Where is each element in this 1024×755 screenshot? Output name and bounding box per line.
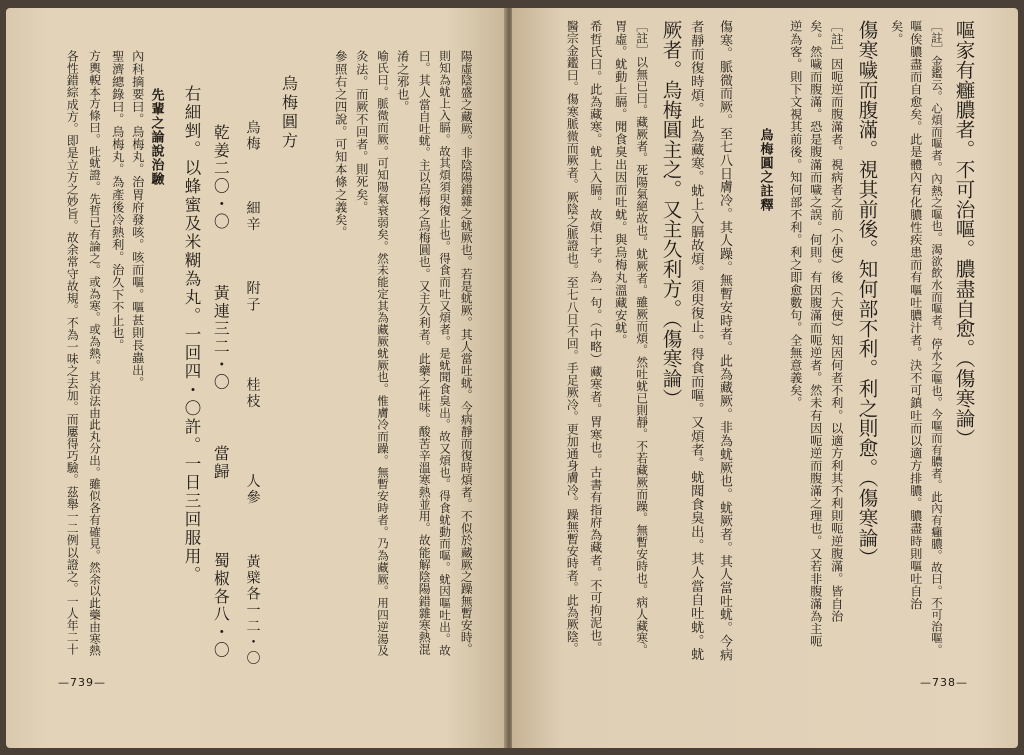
text-column: 乾姜二〇・〇 黃連三二・〇 當歸 蜀椒各八・〇 bbox=[211, 124, 231, 660]
text-column: 者靜而復時煩。此為藏寒。蚘上入膈故煩。須臾復止。得食而嘔。又煩者。蚘聞食臭出。其人當自吐蚘。蚘 bbox=[688, 20, 704, 662]
text-column: ［註］因呃逆而腹滿者。視病者之前（小便）後（大便）知因何者不利。以適方利其不利則呃逆腹滿。皆自治 bbox=[829, 20, 844, 623]
text-column: 傷寒噦而腹滿。視其前後。知何部不利。利之則愈。（傷寒論） bbox=[855, 20, 879, 568]
text-column: 內科摘要曰。烏梅丸。治胃府發咳。咳而嘔。嘔甚則長蟲出。 bbox=[130, 50, 145, 389]
right-page bbox=[512, 8, 1018, 748]
text-column: 方輿輗本方條曰。吐蚘證。先哲已有論之。或為寒。或為熱。其治法由此丸分出。雖似各有確見。然余以此藥由寒熱 bbox=[88, 50, 103, 657]
text-column: 先輩之論說治驗 bbox=[148, 88, 164, 186]
text-column: 聖濟總錄曰。烏梅丸。為產後冷熱利。治久下不止也。 bbox=[110, 50, 125, 352]
text-column: 曰。其人當自吐蚘。主以烏梅之烏梅圓也。又主久利者。此藥之性味。酸苦辛溫寒熱並用。故能解陰陽錯雜寒熱混 bbox=[417, 50, 432, 656]
text-column: 嘔家有癰膿者。不可治嘔。膿盡自愈。（傷寒論） bbox=[952, 20, 976, 449]
text-column: 右細剉。以蜂蜜及米糊為丸。一回四・〇許。一日三回服用。 bbox=[182, 85, 201, 585]
text-column: 烏梅圓之註釋 bbox=[757, 128, 773, 212]
text-column: 厥者。烏梅圓主之。又主久利方。（傷寒論） bbox=[659, 20, 683, 409]
text-column: 希哲氏曰。此為藏寒。蚘上入膈。故煩十字。為一句。（中略）藏寒者。胃寒也。古書有指府為藏者。不可拘泥也。 bbox=[588, 20, 603, 654]
text-column: 矣。然噦而腹滿。恐是腹滿而噦之誤。何則。有因腹滿而呃逆者。然未有因呃逆而腹滿之理也。又若非腹滿為主呃 bbox=[808, 20, 823, 648]
text-column: 嘔俟膿盡而自愈矣。此是體內有化膿性疾患而有嘔吐膿汁者。決不可鎮吐而以適方排膿。膿盡時則嘔吐自治 bbox=[908, 20, 923, 610]
text-column: 則知為蚘上入膈。故其煩須臾復止也。得食而吐又煩者。是蚘聞食臭出。故又煩也。得食蚘動而嘔。蚘因嘔吐出。故 bbox=[438, 50, 453, 657]
text-column: 逆為客。則下文視其前後。知何部不利。利之即愈數句。全無意義矣。 bbox=[788, 20, 803, 410]
text-column: 烏梅圓方 bbox=[279, 75, 299, 151]
text-column: 各性錯綜成方。即是立方之妙旨。故余常守故規。不為一味之去加。而屢得巧驗。茲舉一二例以證之。一人年二十 bbox=[65, 50, 80, 656]
text-column: 胃虛。蚘動上膈。聞食臭出因而吐蚘。與烏梅丸溫藏安蚘。 bbox=[613, 20, 628, 347]
text-column: 傷寒。脈微而厥。至七八日膚冷。其人躁。無暫安時者。此為藏厥。非為蚘厥也。蚘厥者。其人當吐蚘。今病 bbox=[716, 20, 732, 662]
page-number-left: —739— bbox=[58, 676, 106, 689]
left-page bbox=[6, 8, 506, 748]
text-column: 陽虛陰盛之藏厥。非陰陽錯雜之蚘厥也。若是蚘厥。其人當吐蚘。今病靜而復時煩者。不似於藏厥之躁無暫安時。 bbox=[459, 50, 474, 656]
text-column: 醫宗金鑑曰。傷寒脈微而厥者。厥陰之脈證也。至七八日不回。手足厥冷。更加通身膚冷。躁無暫安時者。此為厥陰。 bbox=[565, 20, 580, 655]
text-column: 矣。 bbox=[889, 20, 904, 46]
text-column: 參照右之四說。可知本條之義矣。 bbox=[333, 50, 348, 239]
text-column: 灸法。而厥不回者。則死矣。 bbox=[354, 50, 369, 214]
text-column: 烏梅 細辛 附子 桂枝 人參 黃檗各一二・〇 bbox=[244, 120, 261, 667]
text-column: 喻氏曰。脈微而厥。可知陽氣衰弱矣。然未能定其為藏厥蚘厥也。惟膚冷而躁。無暫安時者。乃為藏厥。用四逆湯及 bbox=[376, 50, 391, 657]
text-column: 淆之邪也。 bbox=[395, 50, 410, 113]
text-column: ［註］金鑑云。心煩而嘔者。內熱之嘔也。渴欲飲水而嘔者。停水之嘔也。今嘔而有膿者。此內有癰膿。故曰。不可治嘔。 bbox=[929, 20, 944, 656]
text-column: ［註］以無已曰。藏厥者。死陽氣絕故也。蚘厥者。雖厥而煩。然吐蚘已則靜。不若藏厥而躁。無暫安時也。病人藏寒。 bbox=[635, 20, 650, 656]
page-number-right: —738— bbox=[920, 676, 968, 689]
